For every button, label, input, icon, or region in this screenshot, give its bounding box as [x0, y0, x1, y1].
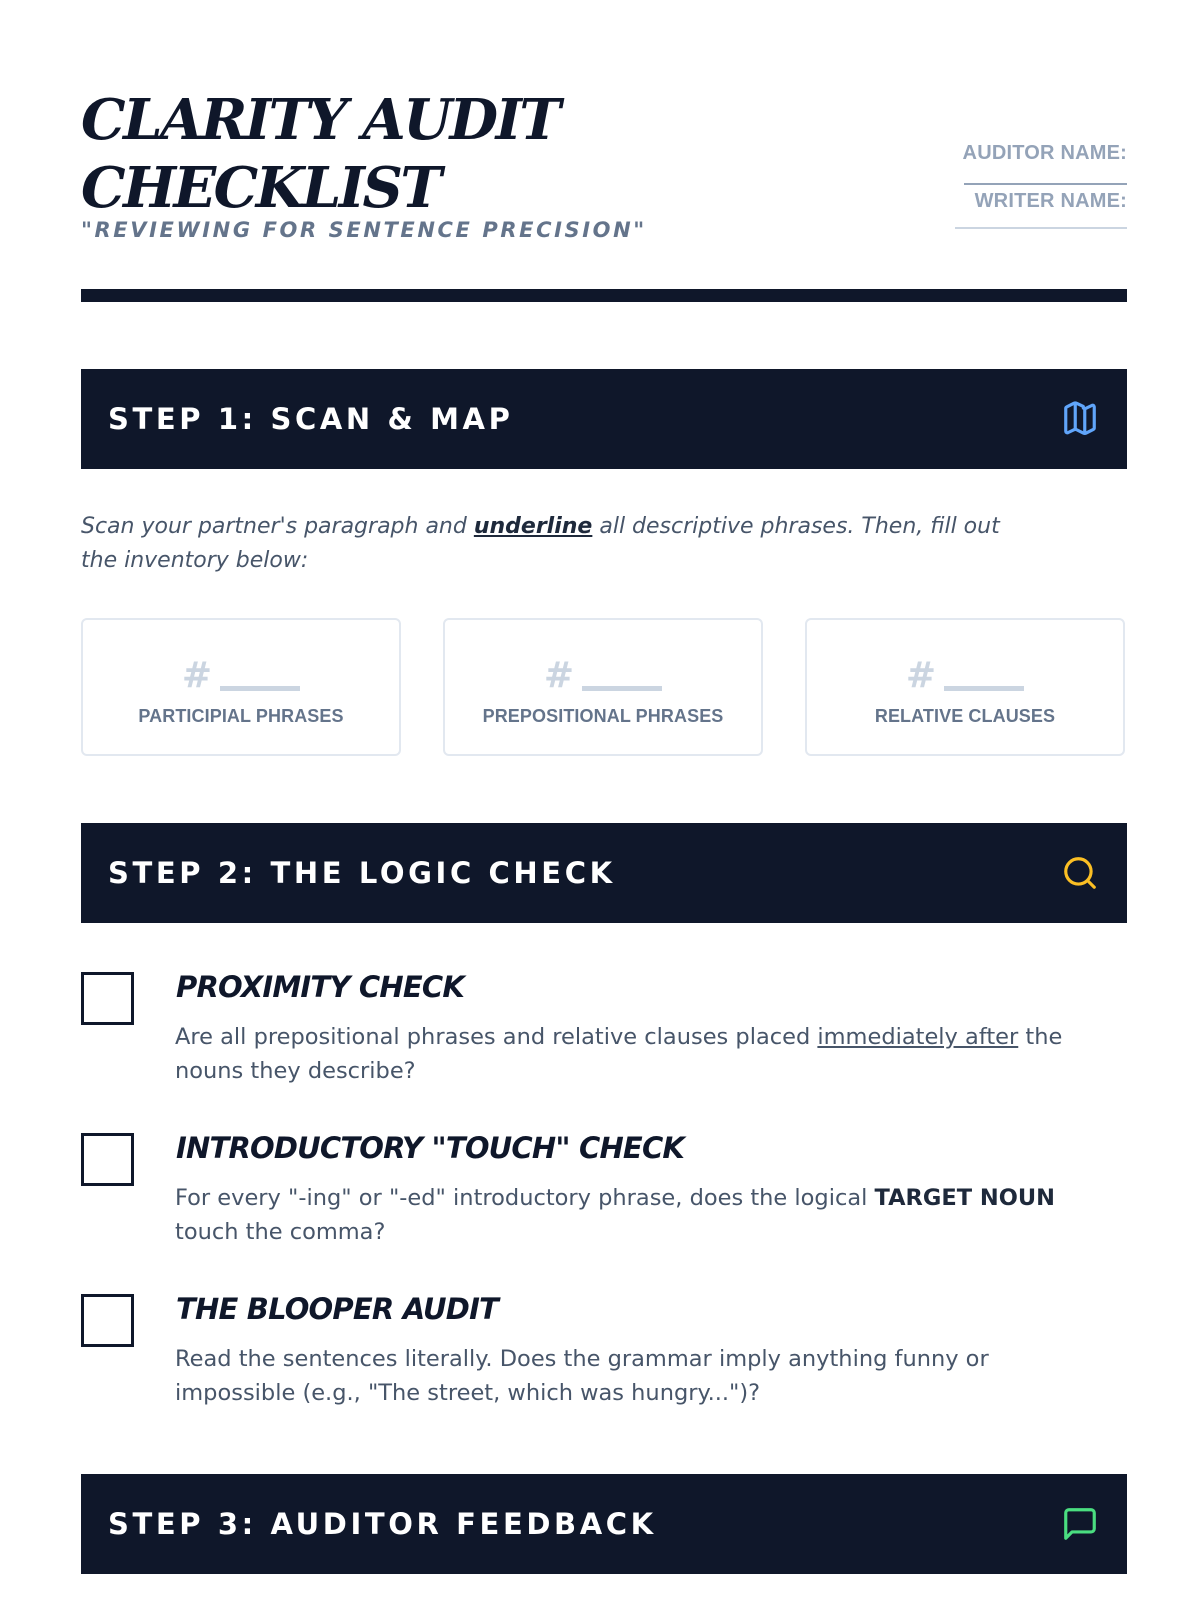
count-field[interactable] [83, 655, 399, 696]
count-field[interactable] [445, 655, 761, 696]
intro-text-end: all descriptive phrases. Then, fill out the inventory below: [81, 514, 1000, 573]
search-icon [1061, 854, 1099, 892]
checklist-page [81, 0, 1127, 1600]
desc-end: touch the comma? [175, 1219, 386, 1245]
step-1-instructions [81, 510, 1041, 578]
writer-name-field[interactable] [955, 227, 1127, 229]
step-2-header [81, 823, 1127, 923]
count-blank [220, 686, 300, 691]
desc-emphasis: TARGET NOUN [874, 1185, 1055, 1211]
participial-phrases-card [81, 618, 401, 756]
card-label: PARTICIPIAL PHRASES [138, 706, 344, 726]
card-label: RELATIVE CLAUSES [874, 706, 1056, 726]
writer-name-label: WRITER NAME: [974, 190, 1127, 212]
message-square-icon [1061, 1505, 1099, 1543]
hash-symbol: # [181, 655, 213, 696]
desc-emphasis: immediately after [817, 1024, 1019, 1050]
proximity-checkbox[interactable] [81, 972, 134, 1025]
step-3-header [81, 1474, 1127, 1574]
checklist-item-description [175, 1020, 1115, 1088]
intro-emphasis: underline [473, 514, 593, 539]
auditor-name-label: AUDITOR NAME: [962, 142, 1127, 164]
checklist-item-description [175, 1181, 1115, 1249]
auditor-name-field[interactable] [964, 183, 1127, 185]
count-field[interactable] [807, 655, 1123, 696]
page-header [81, 86, 1127, 246]
prepositional-phrases-card [443, 618, 763, 756]
count-blank [944, 686, 1024, 691]
card-label: PREPOSITIONAL PHRASES [482, 706, 724, 726]
checklist-item-title: PROXIMITY CHECK [176, 970, 464, 1004]
page-title: CLARITY AUDIT CHECKLIST [81, 87, 559, 221]
step-2-title: STEP 2: THE LOGIC CHECK [108, 856, 616, 890]
phrase-inventory [81, 618, 1127, 756]
count-blank [582, 686, 662, 691]
blooper-audit-checkbox[interactable] [81, 1294, 134, 1347]
intro-text-start: Scan your partner's paragraph and [81, 514, 474, 539]
page-subtitle: "REVIEWING FOR SENTENCE PRECISION" [81, 218, 647, 242]
desc-start: For every "-ing" or "-ed" introductory phrase, does the logical [175, 1185, 875, 1211]
desc-start: Are all prepositional phrases and relative clauses placed [175, 1024, 818, 1050]
name-fields [955, 142, 1127, 229]
hash-symbol: # [543, 655, 575, 696]
relative-clauses-card [805, 618, 1125, 756]
checklist-item-title: THE BLOOPER AUDIT [176, 1292, 499, 1326]
header-divider [81, 289, 1127, 302]
map-icon [1061, 400, 1099, 438]
step-1-title: STEP 1: SCAN & MAP [108, 402, 514, 436]
desc-end: the nouns they describe? [175, 1024, 1063, 1084]
checklist-item-title: INTRODUCTORY "TOUCH" CHECK [176, 1131, 685, 1165]
step-3-title: STEP 3: AUDITOR FEEDBACK [108, 1507, 657, 1541]
step-1-header [81, 369, 1127, 469]
introductory-touch-checkbox[interactable] [81, 1133, 134, 1186]
checklist-item-description: Read the sentences literally. Does the grammar imply anything funny or impossible (e.g., "The street, which was hungry...")? [175, 1346, 989, 1406]
hash-symbol: # [905, 655, 937, 696]
